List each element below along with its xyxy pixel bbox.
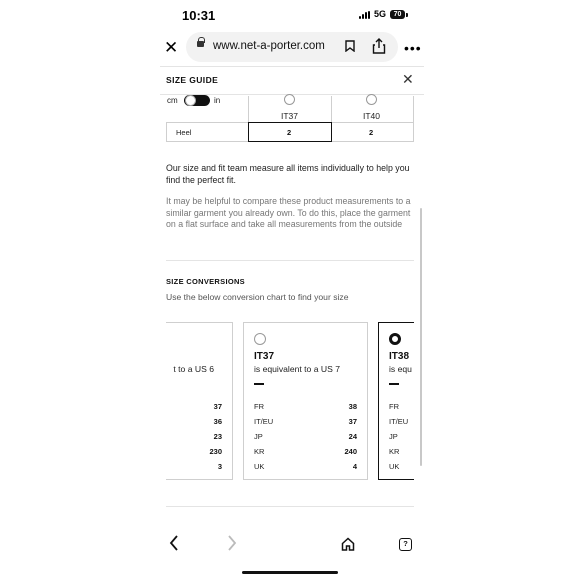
heel-label: Heel [176,128,192,137]
fit-info-text: Our size and fit team measure all items individually to help you find the perfect fit. [166,163,410,185]
divider [166,506,414,507]
home-icon[interactable] [341,537,355,551]
card-value: 38 [348,402,357,411]
card-row-label: UK [254,462,265,471]
card-row-label: KR [254,447,265,456]
column-header-it37: IT37 [281,111,299,121]
heel-value-it40: 2 [369,128,374,137]
signal-icon [359,11,371,19]
card-row-label: IT/EU [254,417,274,426]
close-icon[interactable]: ✕ [402,71,414,87]
heel-value-it37: 2 [287,128,292,137]
battery-tip [406,13,408,17]
network-label: 5G [374,9,387,19]
card-row-label: FR [389,402,399,411]
unit-toggle-knob[interactable] [185,95,196,106]
scrollbar[interactable] [420,208,422,466]
tabs-icon[interactable]: ? [399,538,412,551]
card-value: 23 [213,432,222,441]
size-guide-title: SIZE GUIDE [166,75,219,85]
card-row-label: UK [389,462,400,471]
size-card-it37[interactable] [243,322,368,480]
share-icon[interactable] [372,38,386,54]
close-icon[interactable]: ✕ [164,38,179,57]
card-row-label: JP [389,432,398,441]
unit-in-label: in [214,96,221,105]
card-value: 36 [213,417,222,426]
card-dash [254,383,264,385]
size-conversions-subtitle: Use the below conversion chart to find your size [166,292,349,302]
card-equivalent-text: is equ [389,364,412,374]
page-margin [414,318,580,484]
size-radio-it37[interactable] [284,94,295,105]
card-value: 240 [344,447,357,456]
card-dash [389,383,399,385]
more-icon[interactable]: ••• [404,40,422,56]
back-icon[interactable] [168,534,180,552]
card-value: 37 [348,417,357,426]
card-row-label: FR [254,402,264,411]
page-margin [0,318,166,484]
url-text[interactable]: www.net-a-porter.com [213,40,325,52]
card-value: 3 [217,462,222,471]
card-size-label: IT38 [389,351,410,362]
battery-icon: 70 [390,10,405,19]
card-value: 4 [352,462,357,471]
card-value: 230 [209,447,222,456]
size-conversions-title: SIZE CONVERSIONS [166,277,245,286]
card-equivalent-text: t to a US 6 [173,364,214,374]
card-value: 24 [348,432,357,441]
table-divider [413,96,414,122]
size-radio-it40[interactable] [366,94,377,105]
card-row-label: JP [254,432,263,441]
column-header-it40: IT40 [363,111,381,121]
bookmark-icon[interactable] [345,40,355,52]
forward-icon[interactable] [226,534,238,552]
divider [166,260,414,261]
home-indicator[interactable] [242,571,338,574]
card-row-label: KR [389,447,400,456]
unit-cm-label: cm [167,96,178,105]
card-equivalent-text: is equivalent to a US 7 [254,364,340,374]
lock-icon [197,41,204,47]
card-row-label: IT/EU [389,417,409,426]
card-size-label: IT37 [254,351,275,362]
divider [160,66,424,67]
table-divider [248,96,249,122]
table-divider [331,96,332,122]
card-value: 37 [213,402,222,411]
size-card-radio-selected[interactable] [389,333,401,345]
status-time: 10:31 [182,8,216,23]
size-card-radio[interactable] [254,333,266,345]
measure-info-text: It may be helpful to compare these product measurements to a similar garment you already own. To do this, place the garment on a flat surface and take all measurements from the outside [166,196,411,229]
